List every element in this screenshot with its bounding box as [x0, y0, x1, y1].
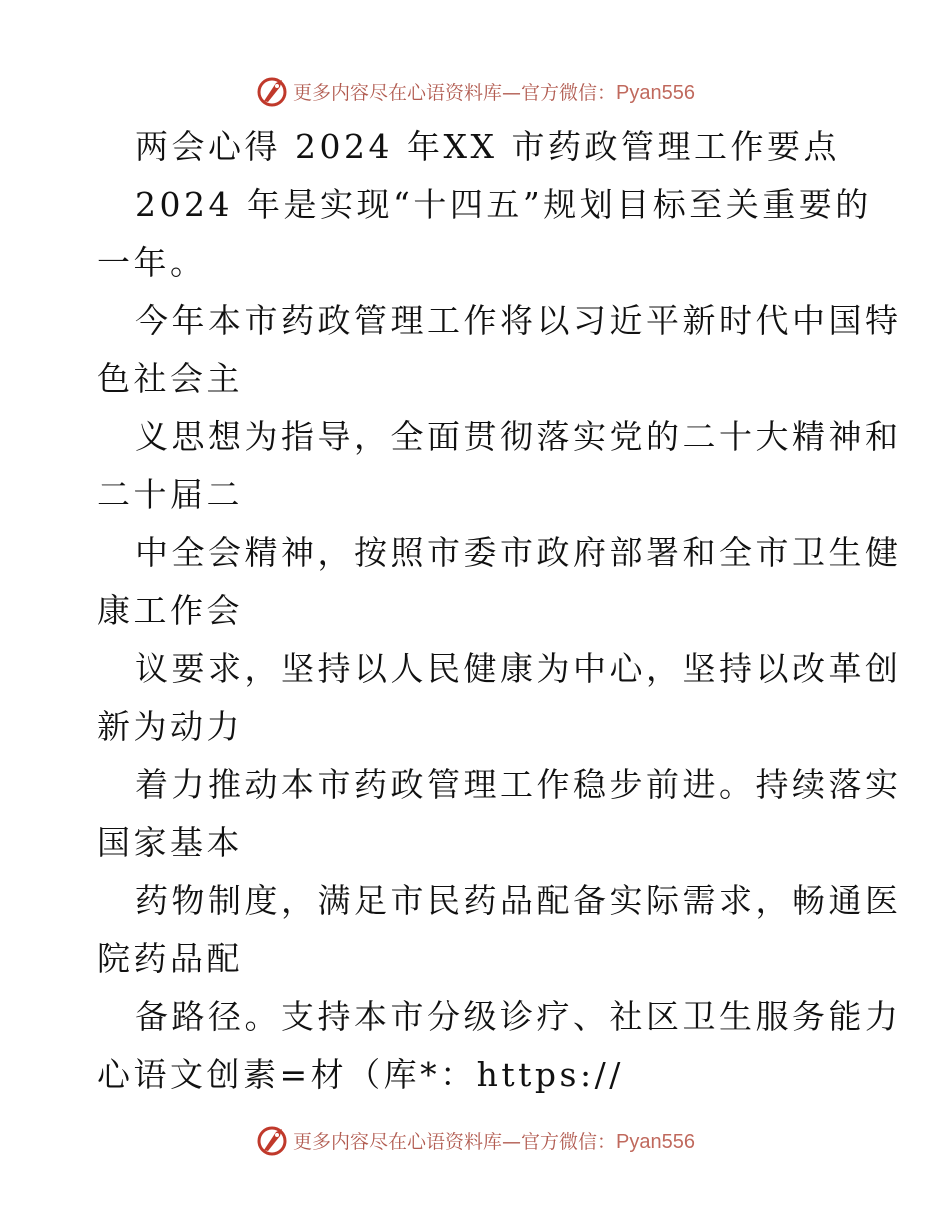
body-line: 2024 年是实现“十四五”规划目标至关重要的 [135, 185, 872, 224]
body-line: 国家基本 [97, 823, 243, 862]
footer-wechat-id: Pyan556 [616, 1130, 695, 1153]
body-line: 康工作会 [97, 591, 243, 630]
body-line: 新为动力 [97, 707, 243, 746]
body-line: 院药品配 [97, 939, 243, 978]
footer-text: 更多内容尽在心语资料库—官方微信： [293, 1130, 617, 1153]
document-body [97, 118, 902, 1104]
body-line: 备路径。支持本市分级诊疗、社区卫生服务能力 [135, 997, 902, 1036]
header-text: 更多内容尽在心语资料库—官方微信： [293, 81, 617, 104]
body-line: 色社会主 [97, 359, 243, 398]
body-line: 着力推动本市药政管理工作稳步前进。持续落实 [135, 765, 902, 804]
body-line: 心语文创素=材（库*：https:// [97, 1055, 624, 1094]
pen-nib-logo-icon [255, 74, 289, 108]
body-line: 药物制度，满足市民药品配备实际需求，畅通医 [135, 881, 902, 920]
body-line: 义思想为指导，全面贯彻落实党的二十大精神和 [135, 417, 902, 456]
header-wechat-id: Pyan556 [616, 81, 695, 104]
document-title: 两会心得 2024 年XX 市药政管理工作要点 [135, 127, 840, 166]
body-line: 二十届二 [97, 475, 243, 514]
header-banner [0, 71, 950, 111]
footer-banner [0, 1120, 950, 1160]
body-line: 一年。 [97, 243, 207, 282]
header-banner-text [293, 78, 695, 105]
body-line: 今年本市药政管理工作将以习近平新时代中国特 [135, 301, 902, 340]
body-line: 中全会精神，按照市委市政府部署和全市卫生健 [135, 533, 902, 572]
body-line: 议要求，坚持以人民健康为中心，坚持以改革创 [135, 649, 902, 688]
footer-banner-text [293, 1127, 695, 1154]
pen-nib-logo-icon [255, 1123, 289, 1157]
